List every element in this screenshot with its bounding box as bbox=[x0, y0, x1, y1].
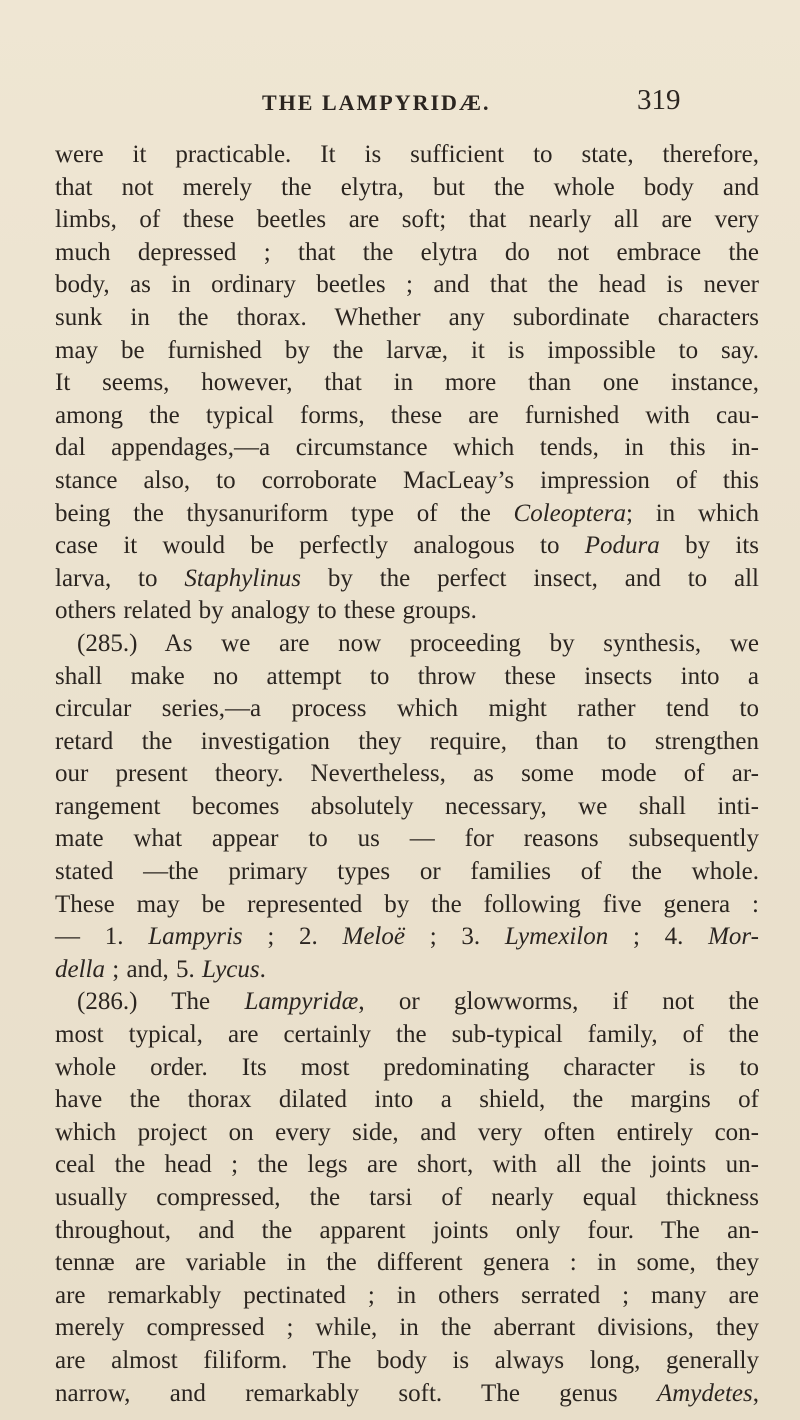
page-header bbox=[0, 84, 800, 130]
text-line: usually compressed, the tarsi of nearly equal thickness bbox=[55, 1184, 759, 1211]
text-line: These may be represented by the following five genera : bbox=[55, 890, 759, 918]
text-line: limbs, of these beetles are soft; that nearly all are very bbox=[55, 206, 759, 234]
text-line: body, as in ordinary beetles ; and that the head is never bbox=[55, 271, 759, 299]
text-line: rangement becomes absolutely necessary, we shall inti- bbox=[55, 792, 759, 820]
text-line: much depressed ; that the elytra do not embrace the bbox=[55, 238, 759, 266]
text-line: ceal the head ; the legs are short, with all the joints un- bbox=[55, 1151, 759, 1179]
text-line: dal appendages,—a circumstance which tends, in this in- bbox=[55, 434, 759, 462]
text-line: (286.) The Lampyridæ, or glowworms, if not the bbox=[77, 988, 759, 1016]
text-line: among the typical forms, these are furnished with cau- bbox=[55, 401, 759, 429]
text-line: most typical, are certainly the sub-typical family, of the bbox=[55, 1021, 759, 1049]
text-line: our present theory. Nevertheless, as some mode of ar- bbox=[55, 760, 759, 788]
text-line: are remarkably pectinated ; in others serrated ; many are bbox=[55, 1281, 759, 1309]
page-number: 319 bbox=[637, 84, 681, 116]
text-line: larva, to Staphylinus by the perfect insect, and to all bbox=[55, 564, 759, 592]
text-line: that not merely the elytra, but the whole body and bbox=[55, 173, 759, 201]
text-line: — 1. Lampyris ; 2. Meloë ; 3. Lymexilon ; 4. Mor- bbox=[55, 923, 759, 951]
text-line: tennæ are variable in the different genera : in some, they bbox=[55, 1249, 759, 1277]
text-line: della ; and, 5. Lycus. bbox=[55, 955, 266, 983]
text-line: were it practicable. It is sufficient to state, therefore, bbox=[55, 141, 759, 168]
text-line: It seems, however, that in more than one instance, bbox=[55, 369, 759, 397]
text-line: may be furnished by the larvæ, it is impossible to say. bbox=[55, 336, 759, 364]
text-line: merely compressed ; while, in the aberrant divisions, they bbox=[55, 1314, 759, 1342]
text-line: have the thorax dilated into a shield, the margins of bbox=[55, 1086, 759, 1114]
text-line: throughout, and the apparent joints only four. The an- bbox=[55, 1216, 759, 1244]
body-text bbox=[55, 139, 759, 1410]
text-line: mate what appear to us — for reasons subsequently bbox=[55, 825, 759, 853]
text-line: stance also, to corroborate MacLeay’s impression of this bbox=[55, 466, 759, 494]
text-line: retard the investigation they require, than to strengthen bbox=[55, 727, 759, 755]
text-line: which project on every side, and very often entirely con- bbox=[55, 1118, 759, 1146]
text-line: sunk in the thorax. Whether any subordinate characters bbox=[55, 303, 759, 331]
text-line: others related by analogy to these groups. bbox=[55, 597, 477, 625]
running-head: THE LAMPYRIDÆ. bbox=[262, 90, 491, 115]
text-line: are almost filiform. The body is always long, generally bbox=[55, 1346, 759, 1374]
text-line: (285.) As we are now proceeding by synthesis, we bbox=[77, 629, 759, 657]
text-line: stated —the primary types or families of the whole. bbox=[55, 858, 759, 886]
text-line: circular series,—a process which might rather tend to bbox=[55, 695, 759, 723]
text-line: whole order. Its most predominating character is to bbox=[55, 1053, 759, 1081]
text-line: narrow, and remarkably soft. The genus Amydetes, bbox=[55, 1379, 759, 1407]
text-line: being the thysanuriform type of the Coleoptera; in which bbox=[55, 499, 759, 527]
text-line: case it would be perfectly analogous to Podura by its bbox=[55, 532, 759, 560]
text-line: shall make no attempt to throw these insects into a bbox=[55, 662, 759, 690]
